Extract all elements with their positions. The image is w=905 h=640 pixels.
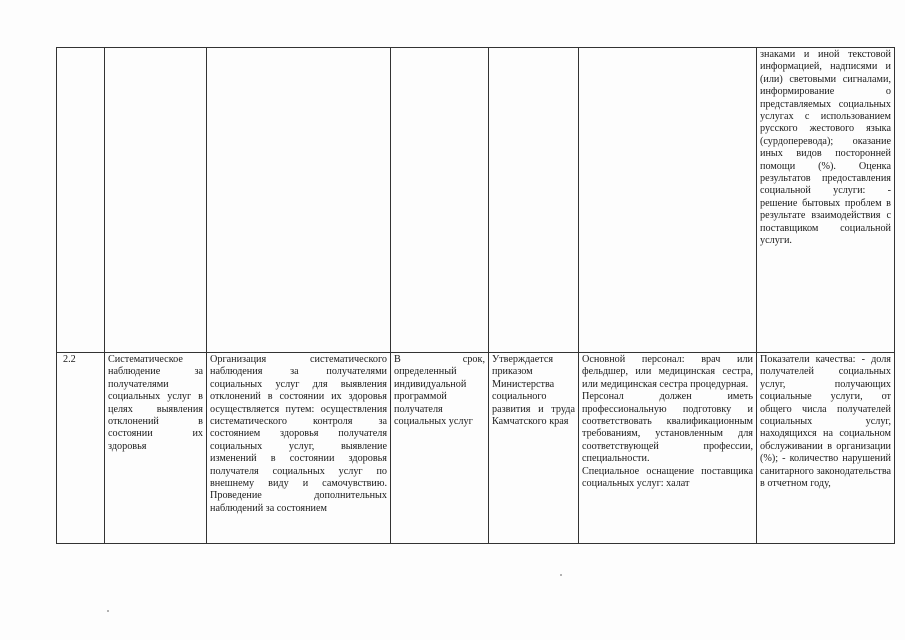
conditions-staff: Основной персонал: врач или фельдшер, или медицинская сестра, или медицинская сестра процедурная. — [582, 354, 753, 390]
cell-tariff-empty — [489, 48, 579, 353]
service-conditions — [579, 353, 757, 544]
cell-content-empty — [207, 48, 391, 353]
conditions-qualification: Персонал должен иметь профессиональную подготовку и соответствовать квалификационным требованиям, установленным для соответствующей профессии, специальности. — [582, 391, 753, 465]
conditions-equipment: Специальное оснащение поставщика социальных услуг: халат — [582, 465, 753, 490]
row-number: 2.2 — [57, 353, 105, 544]
table-row — [57, 48, 895, 353]
scan-speck — [107, 610, 109, 612]
cell-conditions-empty — [579, 48, 757, 353]
quality-indicators: Показатели качества: - доля получателей социальных услуг, получающих социальные услуги, от общего числа получателей социальных услуг, находящихся на социальном обслуживании в организации (%); - количество нарушений санитарного законодательства в отчетном году, — [757, 353, 895, 544]
cell-deadline-empty — [391, 48, 489, 353]
scan-speck — [560, 574, 562, 576]
social-services-table — [56, 47, 895, 544]
cell-indicators-continued: знаками и иной текстовой информацией, надписями и (или) световыми сигналами, информирование о представляемых социальных услугах с использованием русского жестового языка (сурдоперевода); оказание иных видов посторонней помощи (%). Оценка результатов предоставления социальной услуги: - решение бытовых проблем в результате взаимодействия с поставщиком социальной услуги. — [757, 48, 895, 353]
service-content: Организация систематического наблюдения за получателями социальных услуг для выявления отклонений в состоянии их здоровья осуществляется путем: осуществления систематического контроля за состоянием здоровья получателя социальных услуг, выявление изменений в состоянии здоровья получателя социальных услуг по внешнему виду и самочувствию. Проведение дополнительных наблюдений за состоянием — [207, 353, 391, 544]
service-tariff: Утверждается приказом Министерства социального развития и труда Камчатского края — [489, 353, 579, 544]
cell-service-empty — [105, 48, 207, 353]
service-deadline: В срок, определенный индивидуальной программой получателя социальных услуг — [391, 353, 489, 544]
table-row — [57, 353, 895, 544]
cell-number-empty — [57, 48, 105, 353]
service-name: Систематическое наблюдение за получателями социальных услуг в целях выявления отклонений в состоянии их здоровья — [105, 353, 207, 544]
